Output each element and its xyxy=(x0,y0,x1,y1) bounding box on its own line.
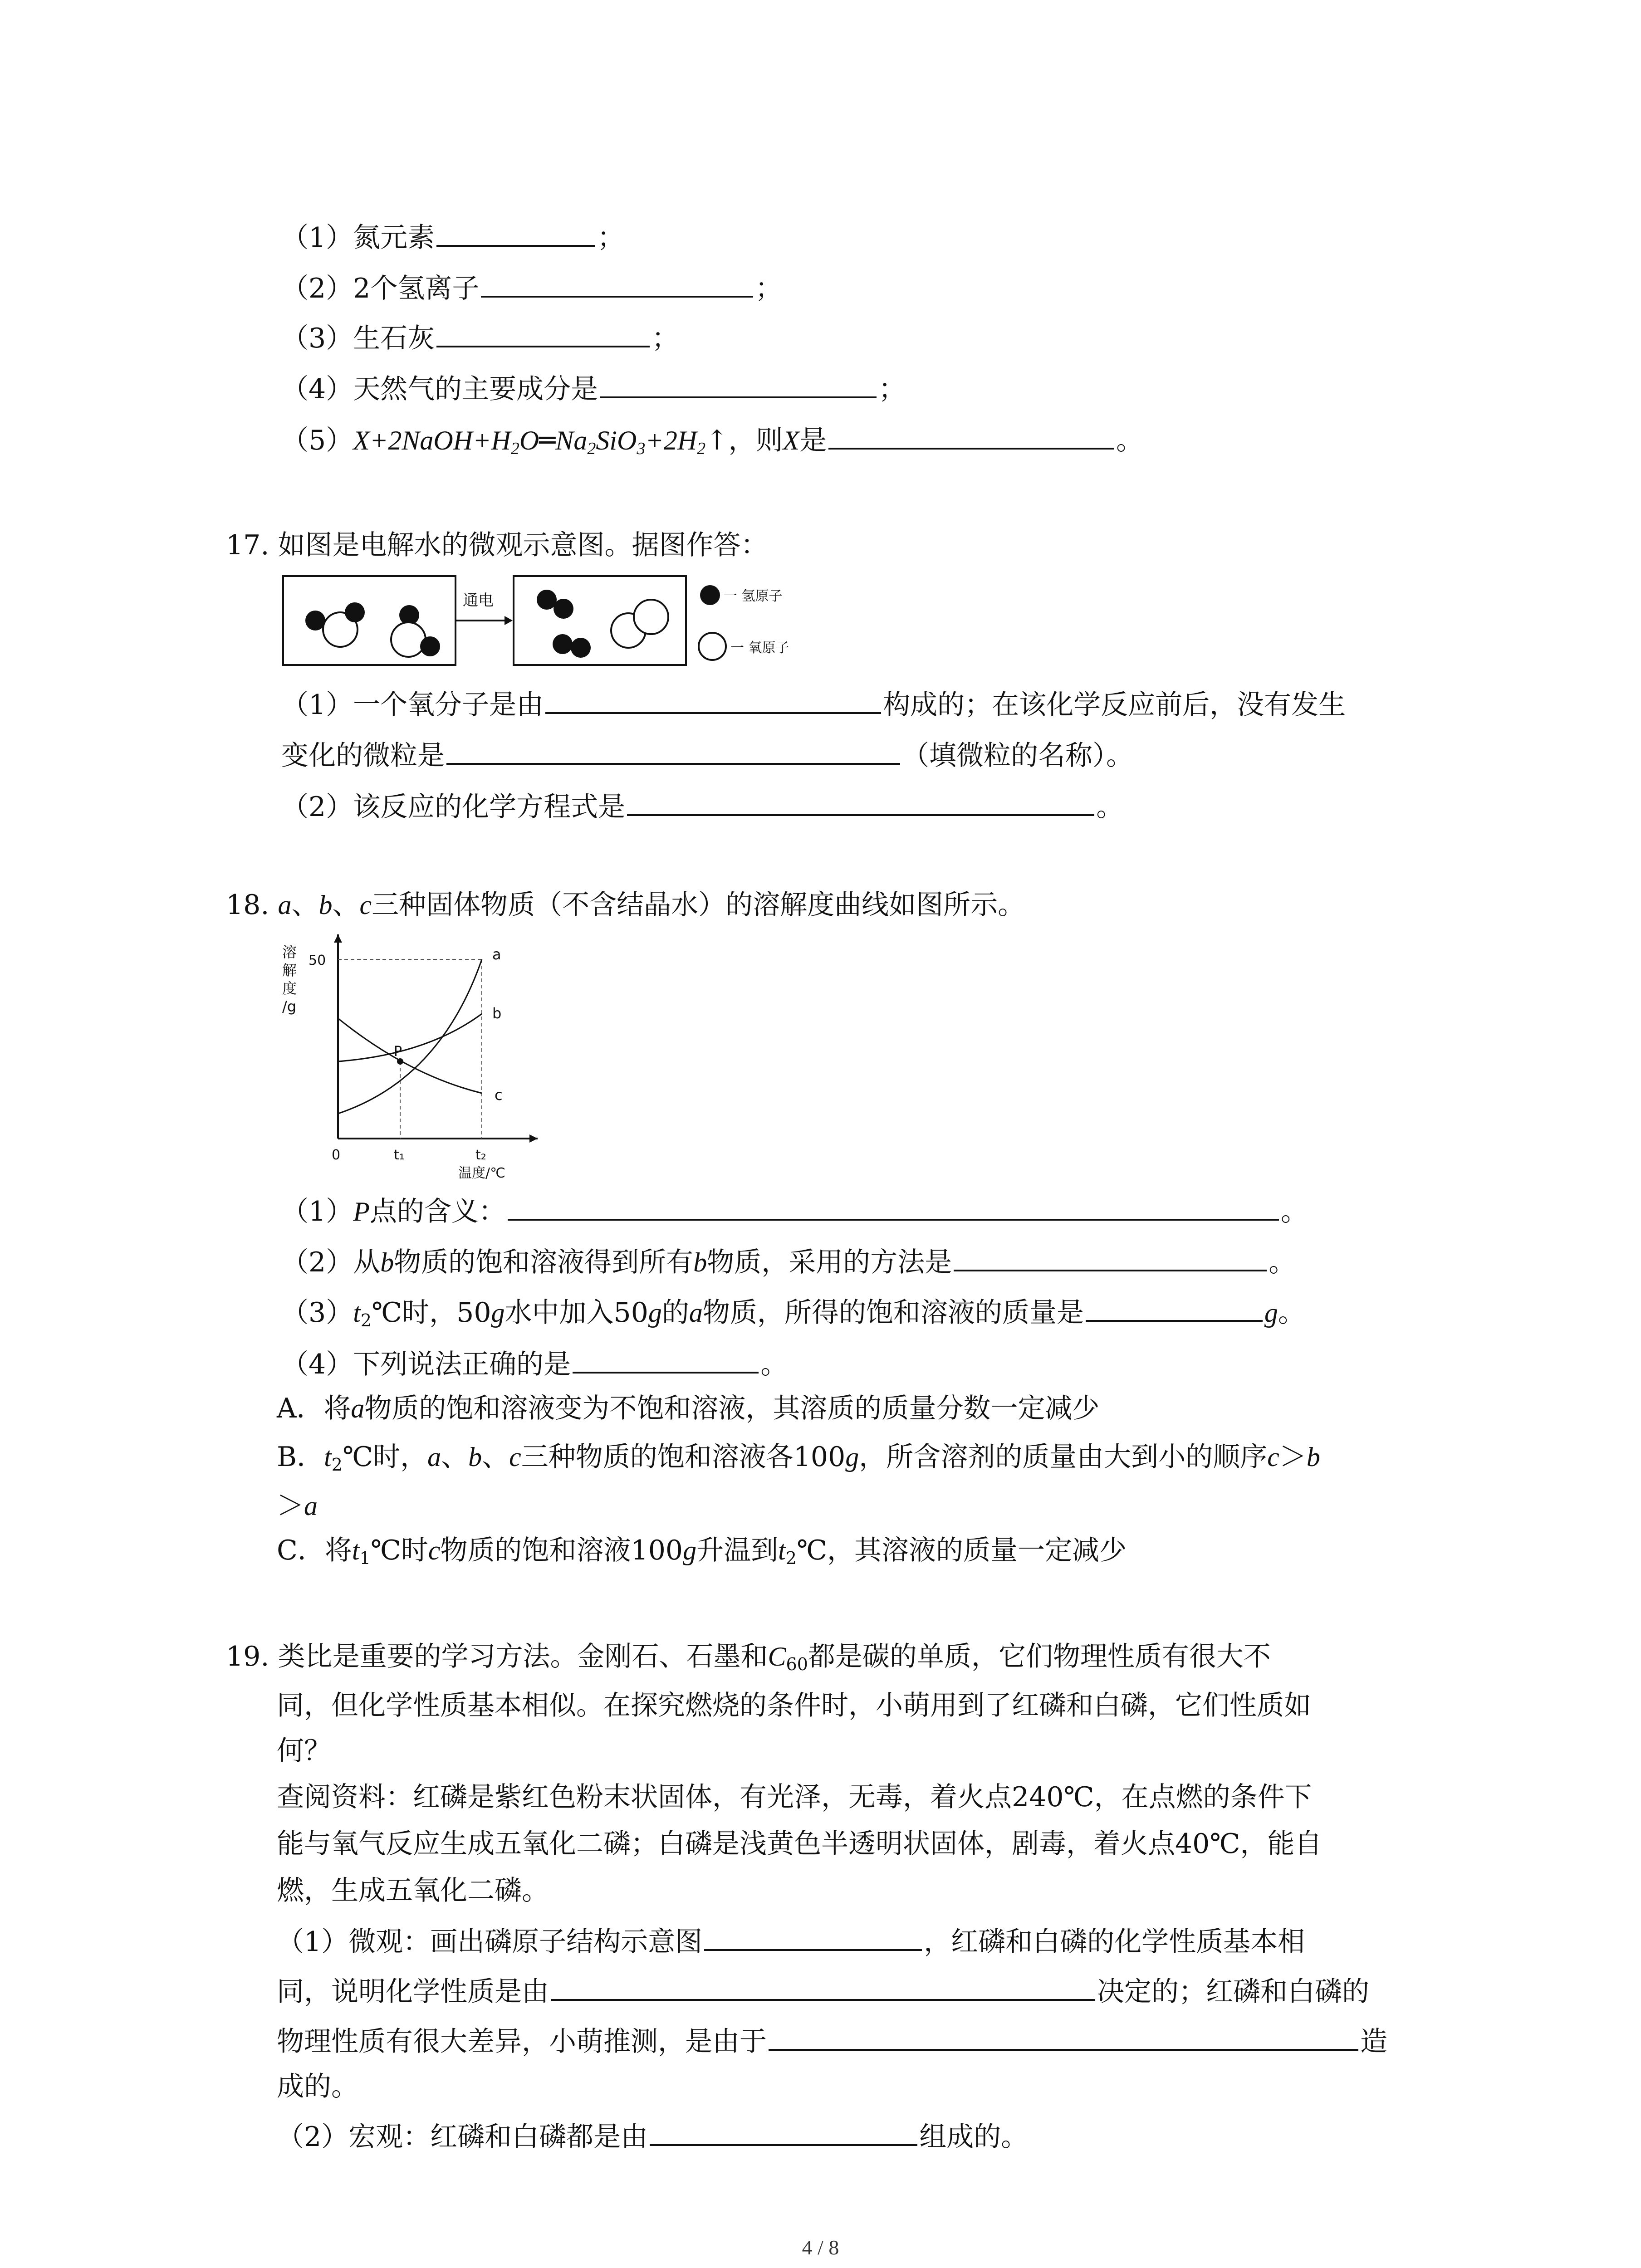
point-p-label: P xyxy=(394,1044,402,1060)
q18-part4: （4）下列说法正确的是 。 xyxy=(281,1344,788,1383)
q17-stem: 17. 如图是电解水的微观示意图。据图作答： xyxy=(226,529,768,561)
oxygen-atom xyxy=(391,622,426,657)
hydrogen-atom xyxy=(537,590,557,610)
q18-option-c: C．将$t_1℃$时c物质的饱和溶液100g升温到$t_2℃$，其溶液的质量一定减少 xyxy=(277,1535,1127,1568)
electrolysis-diagram xyxy=(281,567,871,671)
answer-blank[interactable] xyxy=(704,1921,922,1951)
q19-line3: 何？ xyxy=(277,1735,331,1767)
answer-blank[interactable] xyxy=(627,786,1094,816)
q16-part3: （3）生石灰 ； xyxy=(281,318,679,357)
answer-blank[interactable] xyxy=(508,1191,1279,1221)
answer-blank[interactable] xyxy=(551,1971,1095,2001)
answer-blank[interactable] xyxy=(600,368,877,398)
y-axis-label-char: /g xyxy=(282,998,297,1015)
hydrogen-atom xyxy=(345,602,365,622)
q19-part1-line2: 同，说明化学性质是由 决定的；红磷和白磷的 xyxy=(277,1971,1369,2010)
answer-blank[interactable] xyxy=(1086,1292,1263,1322)
curve-label-b: b xyxy=(492,1005,502,1022)
q18-part1: （1）P点的含义： 。 xyxy=(281,1191,1308,1230)
answer-blank[interactable] xyxy=(573,1344,759,1374)
q17-part1-line1: （1）一个氧分子是由 构成的；在该化学反应前后，没有发生 xyxy=(281,684,1346,723)
q18-stem: 18. a、b、c三种固体物质（不含结晶水）的溶解度曲线如图所示。 xyxy=(226,889,1025,921)
answer-blank[interactable] xyxy=(769,2021,1358,2051)
hydrogen-atom xyxy=(420,636,440,656)
q18-part2: （2）从b物质的饱和溶液得到所有b物质，采用的方法是 。 xyxy=(281,1242,1296,1281)
q19-part1-line4: 成的。 xyxy=(277,2071,358,2102)
q19-line2: 同，但化学性质基本相似。在探究燃烧的条件时，小萌用到了红磷和白磷，它们性质如 xyxy=(277,1690,1311,1721)
answer-blank[interactable] xyxy=(954,1242,1267,1271)
y-axis-arrow xyxy=(334,934,342,943)
q19-line5: 能与氧气反应生成五氧化二磷；白磷是浅黄色半透明状固体，剧毒，着火点40℃，能自 xyxy=(277,1828,1322,1860)
answer-blank[interactable] xyxy=(436,217,595,247)
q16-part1: （1）氮元素 ； xyxy=(281,217,624,256)
q19-line1: 19. 类比是重要的学习方法。金刚石、石墨和$C_{60}$都是碳的单质，它们物理性质有很大不 xyxy=(226,1641,1271,1674)
equation: $X+2NaOH+H_2O$ xyxy=(353,425,539,458)
x-tick-label: t₁ xyxy=(394,1147,405,1163)
q16-part5: $(5)X+2NaOH+H_2O═Na_2SiO_3+2H_2↑$，则X是 。 xyxy=(281,420,1143,467)
q18-option-b: B．$t_2℃$时，a、b、c三种物质的饱和溶液各100g，所含溶剂的质量由大到小的顺序c＞b xyxy=(277,1441,1320,1475)
legend-oxygen: 一 氧原子 xyxy=(730,640,789,656)
q19-line6: 燃，生成五氧化二磷。 xyxy=(277,1875,549,1906)
y-axis-label-char: 溶 xyxy=(282,943,297,961)
hydrogen-legend-icon xyxy=(700,585,720,605)
q19-line4: 查阅资料：红磷是紫红色粉末状固体，有光泽，无毒，着火点240℃，在点燃的条件下 xyxy=(277,1781,1312,1813)
curve-a xyxy=(338,959,482,1114)
y-axis-label-char: 度 xyxy=(282,980,297,997)
answer-blank[interactable] xyxy=(446,735,900,765)
q16-part2: （2）2个氢离子 ； xyxy=(281,268,782,307)
legend-hydrogen: 一 氢原子 xyxy=(724,588,783,604)
y-axis-label-char: 解 xyxy=(282,962,297,979)
x-tick-label: t₂ xyxy=(475,1147,486,1163)
x-axis-arrow xyxy=(529,1134,538,1143)
q18-option-a: A．将a物质的饱和溶液变为不饱和溶液，其溶质的质量分数一定减少 xyxy=(277,1393,1100,1424)
curve-c xyxy=(338,1018,482,1093)
q19-part2: （2）宏观：红磷和白磷都是由 组成的。 xyxy=(277,2116,1028,2155)
hydrogen-atom xyxy=(554,599,573,619)
q17-part1-line2: 变化的微粒是 （填微粒的名称）。 xyxy=(281,735,1133,774)
oxygen-legend-icon xyxy=(699,633,726,660)
page-number: 4 / 8 xyxy=(802,2236,839,2259)
y-tick-label: 50 xyxy=(309,953,326,968)
oxygen-atom xyxy=(634,600,668,634)
curve-label-c: c xyxy=(495,1086,503,1104)
answer-blank[interactable] xyxy=(650,2116,917,2146)
q17-part2: （2）该反应的化学方程式是 。 xyxy=(281,786,1123,825)
answer-blank[interactable] xyxy=(436,318,650,347)
hydrogen-atom xyxy=(553,634,573,654)
q19-part1-line1: （1）微观：画出磷原子结构示意图 ，红磷和白磷的化学性质基本相 xyxy=(277,1921,1305,1960)
q19-part1-line3: 物理性质有很大差异，小萌推测，是由于 造 xyxy=(277,2021,1387,2060)
curve-label-a: a xyxy=(492,946,501,963)
q16-part4: （4）天然气的主要成分是 ； xyxy=(281,368,906,407)
x-axis-label: 温度/℃ xyxy=(458,1165,505,1179)
answer-blank[interactable] xyxy=(545,684,881,714)
q18-part3: $(3)t_2℃$时，50g水中加入50g的a物质，所得的饱和溶液的质量是 g。 xyxy=(281,1292,1305,1339)
q18-option-b-cont: ＞a xyxy=(277,1490,318,1522)
curve-b xyxy=(338,1014,482,1061)
x-tick-label: 0 xyxy=(332,1147,341,1163)
hydrogen-atom xyxy=(571,638,591,658)
arrow-label: 通电 xyxy=(463,591,494,610)
solubility-chart xyxy=(277,925,558,1179)
answer-blank[interactable] xyxy=(481,268,753,298)
answer-blank[interactable] xyxy=(828,420,1114,450)
